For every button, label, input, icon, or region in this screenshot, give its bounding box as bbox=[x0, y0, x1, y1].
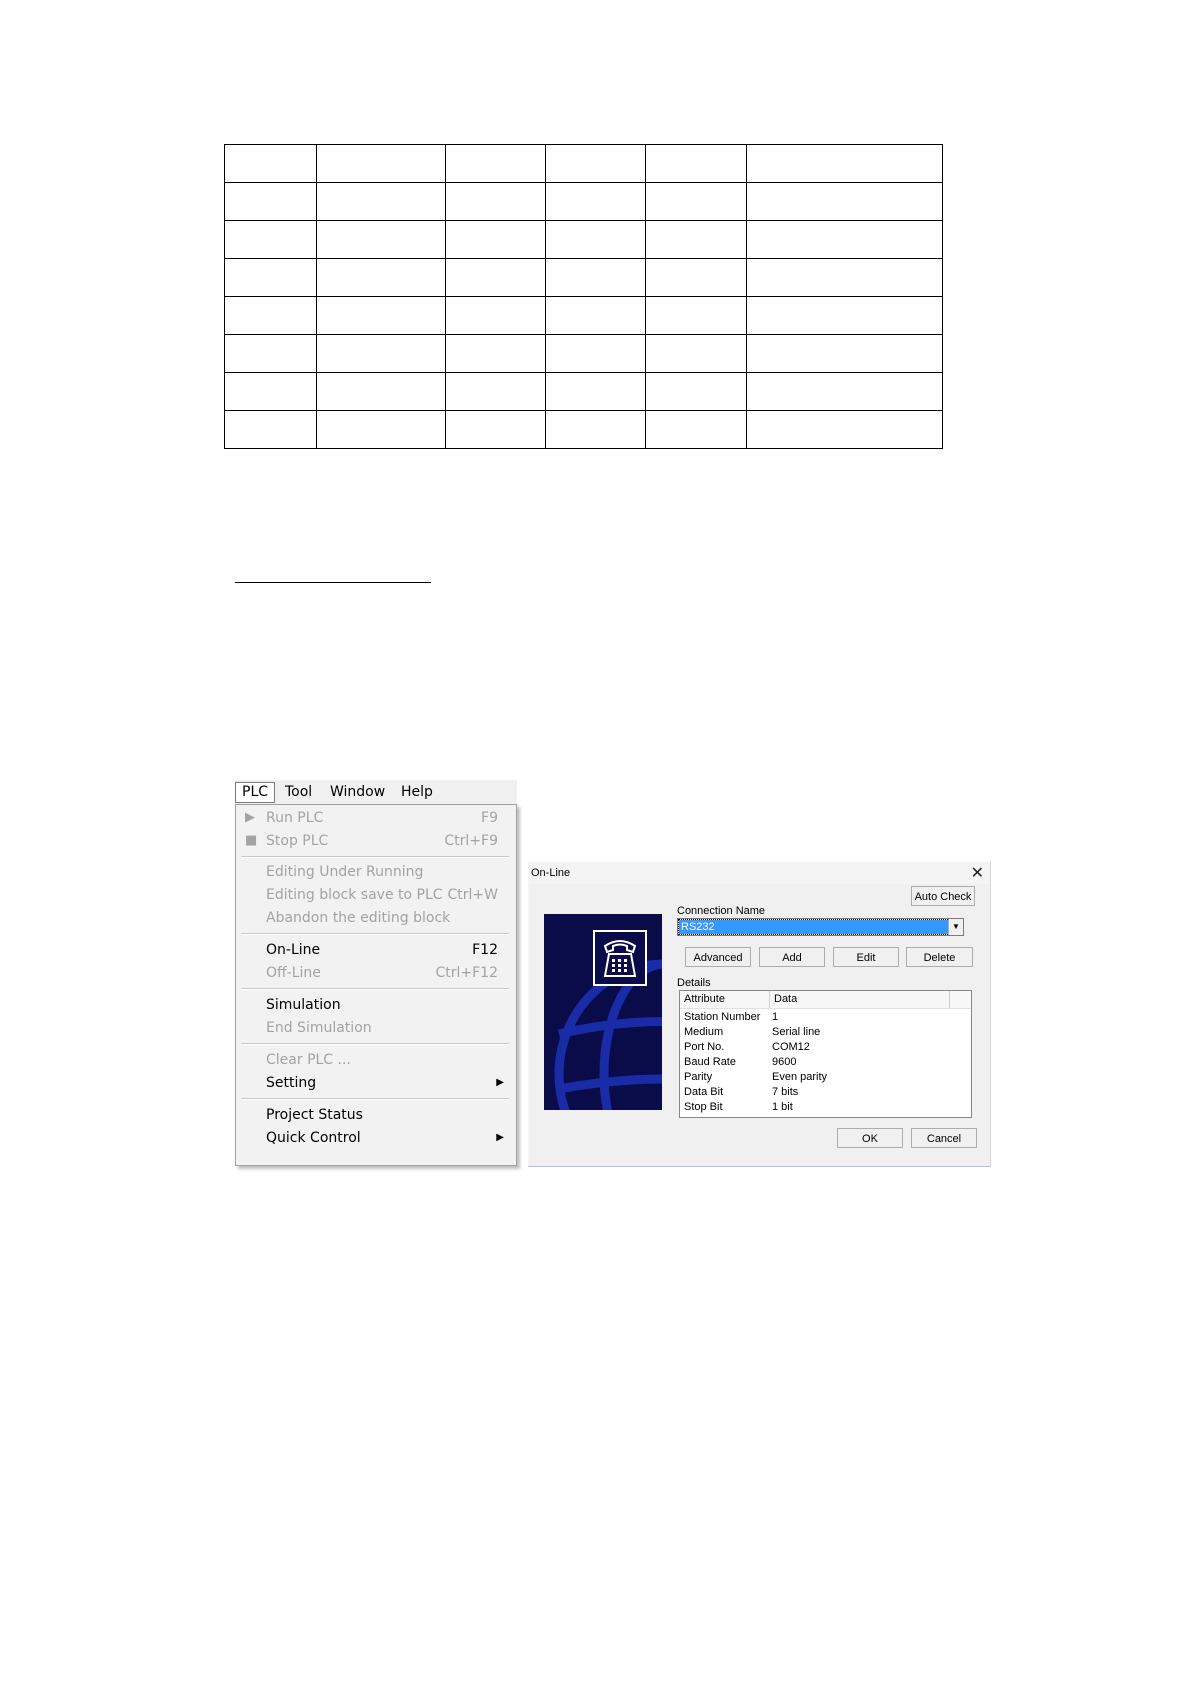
menu-item-off-line[interactable] bbox=[236, 962, 516, 984]
menu-item-label: On-Line bbox=[266, 942, 321, 958]
data-cell: 9600 bbox=[772, 1056, 797, 1068]
table-cell bbox=[225, 145, 317, 183]
menu-item-shortcut: Ctrl+F12 bbox=[435, 965, 498, 981]
menu-bar bbox=[235, 780, 517, 805]
table-cell bbox=[317, 335, 446, 373]
menu-separator bbox=[241, 1098, 509, 1100]
data-cell: Even parity bbox=[772, 1071, 828, 1083]
menu-item-stop-plc[interactable] bbox=[236, 830, 516, 852]
submenu-arrow-icon: ▶ bbox=[496, 1132, 504, 1143]
menu-separator bbox=[241, 1043, 509, 1045]
table-cell bbox=[317, 373, 446, 411]
menu-plc[interactable]: PLC bbox=[235, 782, 275, 803]
details-list[interactable] bbox=[679, 990, 972, 1118]
attribute-cell: Stop Bit bbox=[684, 1101, 723, 1113]
menu-help[interactable]: Help bbox=[401, 784, 433, 800]
submenu-arrow-icon: ▶ bbox=[496, 1077, 504, 1088]
menu-separator bbox=[241, 933, 509, 935]
table-row bbox=[225, 411, 943, 449]
attribute-cell: Baud Rate bbox=[684, 1056, 736, 1068]
column-header-attribute[interactable]: Attribute bbox=[680, 991, 770, 1008]
menu-item-clear-plc[interactable] bbox=[236, 1049, 516, 1071]
table-cell bbox=[446, 373, 546, 411]
table-cell bbox=[646, 411, 747, 449]
attribute-cell: Port No. bbox=[684, 1041, 725, 1053]
table-cell bbox=[317, 221, 446, 259]
table-cell bbox=[646, 335, 747, 373]
data-cell: 7 bits bbox=[772, 1086, 799, 1098]
table-cell bbox=[546, 259, 646, 297]
menu-item-label: Abandon the editing block bbox=[266, 910, 451, 926]
table-cell bbox=[317, 145, 446, 183]
dialog-title: On-Line bbox=[531, 867, 571, 879]
table-cell bbox=[546, 335, 646, 373]
connection-name-value: RS232 bbox=[679, 920, 949, 934]
menu-item-label: End Simulation bbox=[266, 1020, 372, 1036]
table-cell bbox=[225, 297, 317, 335]
table-cell bbox=[225, 335, 317, 373]
attribute-cell: Station Number bbox=[684, 1011, 761, 1023]
table-cell bbox=[446, 145, 546, 183]
menu-item-run-plc[interactable] bbox=[236, 807, 516, 829]
delete-button[interactable]: Delete bbox=[906, 947, 973, 967]
menu-tool[interactable]: Tool bbox=[285, 784, 313, 800]
menu-item-label: Editing block save to PLC bbox=[266, 887, 443, 903]
ok-button[interactable]: OK bbox=[837, 1128, 903, 1148]
advanced-button[interactable]: Advanced bbox=[685, 947, 751, 967]
menu-item-shortcut: Ctrl+W bbox=[447, 887, 498, 903]
table-cell bbox=[646, 221, 747, 259]
details-row[interactable] bbox=[680, 1040, 971, 1055]
table-cell bbox=[546, 145, 646, 183]
table-cell bbox=[546, 183, 646, 221]
table-cell bbox=[747, 335, 943, 373]
menu-item-setting[interactable] bbox=[236, 1072, 516, 1094]
table-cell bbox=[225, 221, 317, 259]
details-row[interactable] bbox=[680, 1055, 971, 1070]
add-button[interactable]: Add bbox=[759, 947, 825, 967]
table-row bbox=[225, 259, 943, 297]
table-cell bbox=[446, 259, 546, 297]
menu-item-label: Editing Under Running bbox=[266, 864, 424, 880]
menu-item-shortcut: F12 bbox=[472, 942, 498, 958]
table-cell bbox=[317, 411, 446, 449]
stop-icon: ■ bbox=[245, 833, 258, 848]
heading-underline bbox=[235, 582, 431, 583]
menu-item-label: Simulation bbox=[266, 997, 341, 1013]
menu-item-end-simulation[interactable] bbox=[236, 1017, 516, 1039]
table-cell bbox=[546, 297, 646, 335]
table-row bbox=[225, 335, 943, 373]
details-row[interactable] bbox=[680, 1010, 971, 1025]
data-cell: 1 bbox=[772, 1011, 779, 1023]
plc-dropdown-menu bbox=[235, 804, 517, 1166]
table-cell bbox=[317, 259, 446, 297]
table-cell bbox=[225, 259, 317, 297]
table-cell bbox=[747, 221, 943, 259]
attribute-cell: Data Bit bbox=[684, 1086, 724, 1098]
table-cell bbox=[317, 297, 446, 335]
menu-item-label: Project Status bbox=[266, 1107, 363, 1123]
online-dialog bbox=[528, 862, 991, 1167]
menu-item-abandon-editing-block[interactable] bbox=[236, 907, 516, 929]
table-cell bbox=[747, 259, 943, 297]
attribute-cell: Medium bbox=[684, 1026, 724, 1038]
table-cell bbox=[546, 221, 646, 259]
menu-item-label: Setting bbox=[266, 1075, 317, 1091]
data-cell: Serial line bbox=[772, 1026, 821, 1038]
cancel-button[interactable]: Cancel bbox=[911, 1128, 977, 1148]
menu-item-on-line[interactable] bbox=[236, 939, 516, 961]
menu-item-editing-block-save[interactable] bbox=[236, 884, 516, 906]
menu-item-simulation[interactable] bbox=[236, 994, 516, 1016]
menu-item-label: Off-Line bbox=[266, 965, 321, 981]
data-cell: COM12 bbox=[772, 1041, 810, 1053]
details-header bbox=[680, 991, 971, 1009]
connection-banner-image bbox=[544, 914, 662, 1110]
menu-window[interactable]: Window bbox=[330, 784, 386, 800]
table-cell bbox=[317, 183, 446, 221]
table-row bbox=[225, 373, 943, 411]
table-cell bbox=[225, 183, 317, 221]
table-row bbox=[225, 183, 943, 221]
plc-menu-screenshot bbox=[235, 780, 517, 1164]
menu-separator bbox=[241, 856, 509, 858]
table-cell bbox=[446, 297, 546, 335]
table-cell bbox=[747, 297, 943, 335]
table-cell bbox=[646, 183, 747, 221]
table-cell bbox=[646, 297, 747, 335]
table-cell bbox=[747, 183, 943, 221]
table-cell bbox=[546, 411, 646, 449]
details-row[interactable] bbox=[680, 1025, 971, 1040]
attribute-cell: Parity bbox=[684, 1071, 713, 1083]
details-row[interactable] bbox=[680, 1085, 971, 1100]
table-cell bbox=[225, 411, 317, 449]
grid-table-body bbox=[225, 145, 943, 449]
table-cell bbox=[225, 373, 317, 411]
menu-item-editing-under-running[interactable] bbox=[236, 861, 516, 883]
details-row[interactable] bbox=[680, 1070, 971, 1085]
table-cell bbox=[446, 183, 546, 221]
table-cell bbox=[546, 373, 646, 411]
menu-item-shortcut: Ctrl+F9 bbox=[444, 833, 498, 849]
edit-button[interactable]: Edit bbox=[833, 947, 899, 967]
menu-item-label: Quick Control bbox=[266, 1130, 361, 1146]
dialog-body bbox=[529, 884, 989, 1166]
table-cell bbox=[446, 411, 546, 449]
table-cell bbox=[747, 145, 943, 183]
column-header-data[interactable]: Data bbox=[770, 991, 950, 1008]
table-cell bbox=[446, 221, 546, 259]
auto-check-button[interactable]: Auto Check bbox=[911, 886, 975, 906]
connection-name-label: Connection Name bbox=[677, 905, 766, 917]
phone-icon bbox=[593, 930, 647, 986]
empty-grid-table bbox=[224, 144, 943, 449]
menu-item-label: Run PLC bbox=[266, 810, 324, 826]
menu-item-label: Clear PLC ... bbox=[266, 1052, 351, 1068]
menu-item-quick-control[interactable] bbox=[236, 1127, 516, 1149]
table-row bbox=[225, 297, 943, 335]
connection-name-select[interactable] bbox=[677, 918, 964, 936]
play-icon: ▶ bbox=[245, 810, 255, 825]
close-icon[interactable]: ✕ bbox=[970, 865, 984, 882]
data-cell: 1 bit bbox=[772, 1101, 793, 1113]
table-row bbox=[225, 145, 943, 183]
table-cell bbox=[646, 259, 747, 297]
menu-item-label: Stop PLC bbox=[266, 833, 329, 849]
menu-item-shortcut: F9 bbox=[481, 810, 498, 826]
menu-separator bbox=[241, 988, 509, 990]
table-cell bbox=[646, 145, 747, 183]
table-cell bbox=[747, 411, 943, 449]
chevron-down-icon[interactable]: ▼ bbox=[948, 919, 963, 935]
table-cell bbox=[646, 373, 747, 411]
details-label: Details bbox=[677, 977, 711, 989]
table-row bbox=[225, 221, 943, 259]
table-cell bbox=[446, 335, 546, 373]
table-cell bbox=[747, 373, 943, 411]
details-row[interactable] bbox=[680, 1100, 971, 1115]
menu-item-project-status[interactable] bbox=[236, 1104, 516, 1126]
